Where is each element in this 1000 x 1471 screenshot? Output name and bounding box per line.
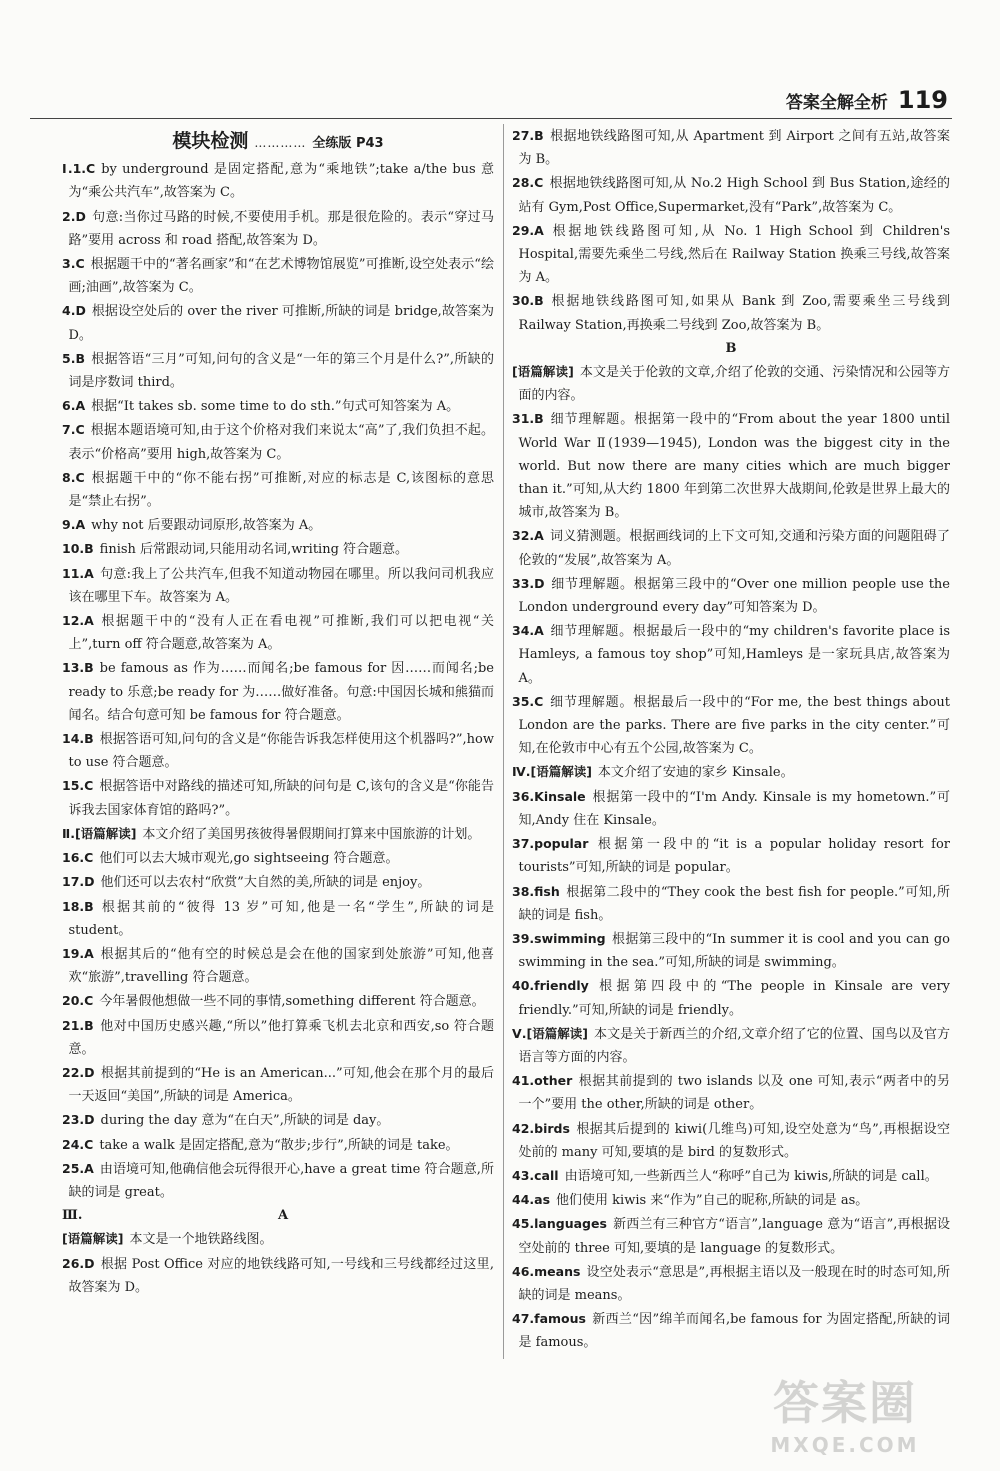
left-answer-list-tail (62, 1227, 494, 1299)
answer-label: 15.C (62, 778, 94, 794)
answer-item (62, 870, 494, 894)
answer-item (62, 252, 494, 299)
answer-text: 根据其前的“彼得 13 岁”可知,他是一名“学生”,所缺的词是 student。 (68, 899, 494, 938)
answer-label: 44.as (512, 1192, 551, 1208)
answer-text: finish 后常跟动词,只能用动名词,writing 符合题意。 (99, 542, 409, 558)
answer-item (512, 1212, 950, 1259)
answer-label: Ⅳ.[语篇解读] (512, 764, 592, 780)
answer-label: 14.B (62, 731, 94, 747)
answer-label: 29.A (512, 222, 544, 238)
header-title: 答案全解全析 (785, 93, 888, 113)
answer-label: 39.swimming (512, 930, 606, 946)
answer-item (512, 690, 950, 761)
answer-label: 26.D (62, 1255, 95, 1271)
answer-text: 根据地铁线路图可知,从 No. 1 High School 到 Children's Hospital,需要先乘坐二号线,然后在 Railway Station 换乘三号线,故答案为 A。 (518, 223, 950, 286)
answer-text: 新西兰“因”绵羊而闻名,be famous for 为固定搭配,所缺的词是 famous。 (518, 1312, 950, 1351)
page-header (786, 86, 948, 114)
answer-text: 由语境可知,一些新西兰人“称呼”自己为 kiwis,所缺的词是 call。 (564, 1168, 938, 1184)
answer-item (512, 524, 950, 571)
answer-item (62, 895, 494, 942)
answer-label: 47.famous (512, 1311, 586, 1327)
answer-text: 他们可以去大城市观光,go sightseeing 符合题意。 (99, 851, 399, 867)
answer-item (512, 1117, 950, 1164)
answer-label: [语篇解读] (62, 1231, 124, 1247)
answer-text: 根据设空处后的 over the river 可推断,所缺的词是 bridge,故答案为 D。 (68, 304, 494, 343)
answer-text: 根据题干中的“你不能右拐”可推断,对应的标志是 C,该图标的意思是“禁止右拐”。 (68, 470, 494, 510)
answer-label: Ⅴ.[语篇解读] (512, 1025, 589, 1041)
answer-item (512, 785, 950, 832)
answer-item (512, 1164, 950, 1188)
answer-text: 根据第四段中的“The people in Kinsale are very friendly.”可知,所缺的词是 friendly。 (518, 979, 950, 1018)
answer-item (62, 205, 494, 252)
answer-item (512, 360, 950, 407)
answer-text: 根据其前提到的“He is an American...”可知,他会在那个月的最后一天返回“美国”,所缺的词是 America。 (68, 1065, 494, 1105)
answer-text: 词义猜测题。根据画线词的上下文可知,交通和污染方面的问题阻碍了伦敦的“发展”,故答案为 A。 (518, 529, 950, 568)
answer-text: 设空处表示“意思是”,再根据主语以及一般现在时的时态可知,所缺的词是 means。 (518, 1264, 950, 1303)
answer-label: 22.D (62, 1064, 95, 1080)
answer-item (512, 1188, 950, 1212)
answer-label: 18.B (62, 898, 94, 914)
right-column (512, 124, 950, 1355)
answer-item (512, 974, 950, 1021)
answer-text: 根据“It takes sb. some time to do sth.”句式可知答案为 A。 (91, 399, 460, 415)
header-rule (30, 118, 952, 119)
answer-label: 41.other (512, 1073, 573, 1089)
answer-label: 20.C (62, 993, 94, 1009)
answer-item (62, 989, 494, 1013)
watermark (720, 1367, 970, 1457)
answer-text: 根据其后的“他有空的时候总是会在他的国家到处旅游”可知,他喜欢“旅游”,travelling 符合题意。 (68, 946, 494, 986)
answer-item (62, 1227, 494, 1251)
part-header (62, 1204, 494, 1227)
answer-label: 19.A (62, 945, 94, 961)
answer-text: 根据答语中对路线的描述可知,所缺的问句是 C,该句的含义是“你能告诉我去国家体育馆的路吗?”。 (68, 779, 494, 818)
answer-text: 由语境可知,他确信他会玩得很开心,have a great time 符合题意,所缺的词是 great。 (68, 1161, 494, 1200)
answer-label: 31.B (512, 411, 544, 427)
answer-label: 9.A (62, 517, 86, 533)
answer-item (62, 609, 494, 656)
answer-text: 根据地铁线路图可知,如果从 Bank 到 Zoo,需要乘坐三号线到 Railway Station,再换乘二号线到 Zoo,故答案为 B。 (518, 294, 950, 333)
answer-item (512, 927, 950, 974)
answer-text: 根据第三段中的“In summer it is cool and you can go swimming in the sea.”可知,所缺的词是 swimming。 (518, 931, 950, 971)
answer-label: 21.B (62, 1017, 94, 1033)
answer-label: 46.means (512, 1263, 581, 1279)
answer-item (512, 124, 950, 171)
answer-label: 27.B (512, 128, 544, 143)
part-roman: Ⅲ. (62, 1208, 83, 1224)
answer-item (62, 1014, 494, 1061)
answer-text: 本文是关于伦敦的文章,介绍了伦敦的交通、污染情况和公园等方面的内容。 (518, 365, 950, 404)
answer-item (512, 572, 950, 619)
answer-label: 10.B (62, 541, 94, 557)
answer-label: 17.D (62, 874, 95, 890)
answer-text: 他们还可以去农村“欣赏”大自然的美,所缺的词是 enjoy。 (100, 875, 431, 891)
answer-item (512, 1307, 950, 1354)
answer-item (62, 562, 494, 609)
answer-item (62, 157, 494, 204)
left-column (62, 124, 494, 1299)
answer-text: 根据地铁线路图可知,从 Apartment 到 Airport 之间有五站,故答案为 B。 (518, 129, 950, 168)
answer-label: 4.D (62, 303, 86, 319)
answer-item (62, 418, 494, 465)
answer-text: 根据 Post Office 对应的地铁线路可知,一号线和三号线都经过这里,故答案为 D。 (68, 1256, 494, 1295)
section-title-text: 模块检测 (172, 130, 249, 152)
right-answer-list-b (512, 360, 950, 1355)
answer-text: 句意:当你过马路的时候,不要使用手机。那是很危险的。表示“穿过马路”要用 across 和 road 搭配,故答案为 D。 (68, 209, 494, 248)
answer-label: 30.B (512, 293, 544, 309)
answer-text: 他对中国历史感兴趣,“所以”他打算乘飞机去北京和西安,so 符合题意。 (68, 1018, 494, 1057)
answer-text: 句意:我上了公共汽车,但我不知道动物园在哪里。所以我问司机我应该在哪里下车。故答案为 A。 (68, 566, 494, 605)
answer-text: 本文介绍了安迪的家乡 Kinsale。 (597, 765, 794, 781)
left-answer-list (62, 157, 494, 1204)
answer-item (62, 347, 494, 394)
page-number: 119 (897, 86, 948, 114)
answer-label: 11.A (62, 565, 94, 581)
answer-text: 细节理解题。根据第一段中的“From about the year 1800 until World War Ⅱ(1939—1945), London was the biggest city in the world. But now there are many cities which are much bigger than it.”可知,从大约 1800 年到第二次世界大战期间,伦敦是世界上最大的城市,故答案为 B。 (518, 412, 950, 521)
answer-item (62, 774, 494, 821)
answer-text: why not 后要跟动词原形,故答案为 A。 (91, 518, 322, 534)
answer-text: 细节理解题。根据最后一段中的“my children's favorite place is Hamleys, a famous toy shop”可知,Hamleys 是一家玩具店,故答案为 A。 (518, 624, 950, 686)
answer-text: 根据地铁线路图可知,从 No.2 High School 到 Bus Station,途经的站有 Gym,Post Office,Supermarket,没有“Park”,故答案为 C。 (518, 176, 950, 215)
answer-label: 2.D (62, 208, 86, 224)
answer-text: 本文是关于新西兰的介绍,文章介绍了它的位置、国鸟以及官方语言等方面的内容。 (518, 1026, 950, 1065)
answer-label: 8.C (62, 469, 85, 485)
answer-item (62, 1157, 494, 1204)
part-letter: B (725, 340, 737, 356)
answer-text: 本文介绍了美国男孩彼得暑假期间打算来中国旅游的计划。 (142, 826, 481, 842)
answer-text: 本文是一个地铁路线图。 (129, 1232, 273, 1248)
section-edition-ref: 全练版 P43 (312, 136, 384, 151)
answer-text: 根据题干中的“著名画家”和“在艺术博物馆展览”可推断,设空处表示“绘画;油画”,故答案为 C。 (68, 257, 494, 296)
answer-item (512, 760, 950, 784)
answer-text: 根据第二段中的“They cook the best fish for people.”可知,所缺的词是 fish。 (518, 884, 950, 923)
answer-item (62, 394, 494, 418)
answer-item (62, 1133, 494, 1157)
answer-item (62, 537, 494, 561)
answer-text: be famous as 作为……而闻名;be famous for 因……而闻名;be ready to 乐意;be ready for 为……做好准备。句意:中国因长城和熊猫而闻名。结合句意可知 be famous for 符合题意。 (68, 661, 494, 723)
answer-text: 根据第一段中的“it is a popular holiday resort for tourists”可知,所缺的词是 popular。 (518, 837, 950, 876)
answer-item (62, 299, 494, 346)
answer-item (62, 513, 494, 537)
answer-text: 根据第一段中的“I'm Andy. Kinsale is my hometown.”可知,Andy 住在 Kinsale。 (518, 789, 950, 828)
answer-label: 36.Kinsale (512, 788, 586, 804)
answer-text: 根据其前提到的 two islands 以及 one 可知,表示“两者中的另一个”要用 the other,所缺的词是 other。 (518, 1074, 950, 1113)
answer-label: 16.C (62, 850, 94, 866)
answer-label: 35.C (512, 693, 544, 709)
answer-text: 根据答语可知,问句的含义是“你能告诉我怎样使用这个机器吗?”,how to use 符合题意。 (68, 732, 494, 771)
answer-label: 37.popular (512, 836, 589, 852)
answer-label: 6.A (62, 398, 86, 414)
answer-label: 13.B (62, 660, 94, 676)
answer-item (62, 656, 494, 727)
answer-label: Ⅱ.[语篇解读] (62, 825, 137, 841)
answer-label: 23.D (62, 1112, 95, 1128)
answer-item (512, 880, 950, 927)
answer-label: 25.A (62, 1160, 94, 1176)
answer-label: 40.friendly (512, 978, 589, 994)
answer-text: 根据题干中的“没有人正在看电视”可推断,我们可以把电视“关上”,turn off 符合题意,故答案为 A。 (68, 614, 494, 653)
answer-item (62, 1108, 494, 1132)
answer-label: 3.C (62, 256, 85, 272)
answer-item (62, 942, 494, 989)
answer-item (512, 1022, 950, 1069)
answer-label: 32.A (512, 528, 544, 544)
answer-text: by underground 是固定搭配,意为“乘地铁”;take a/the bus 意为“乘公共汽车”,故答案为 C。 (68, 162, 494, 201)
answer-label: 7.C (62, 422, 85, 438)
right-answer-list (512, 124, 950, 337)
answer-label: 45.languages (512, 1216, 607, 1232)
answer-text: 他们使用 kiwis 来“作为”自己的昵称,所缺的词是 as。 (556, 1193, 869, 1209)
answer-text: 细节理解题。根据最后一段中的“For me, the best things about London are the parks. There are five parks in the city center.”可知,在伦敦市中心有五个公园,故答案为 C。 (518, 694, 950, 757)
answer-item (62, 846, 494, 870)
answer-item (512, 1260, 950, 1307)
answer-label: 5.B (62, 350, 85, 366)
answer-item (512, 289, 950, 336)
answer-text: 根据其后提到的 kiwi(几维鸟)可知,设空处意为“鸟”,再根据设空处前的 many 可知,要填的是 bird 的复数形式。 (518, 1121, 950, 1160)
answer-label: 33.D (512, 575, 545, 591)
answer-item (512, 1069, 950, 1116)
answer-label: 28.C (512, 175, 544, 191)
answer-item (512, 171, 950, 218)
answer-label: [语篇解读] (512, 364, 574, 380)
answer-item (512, 832, 950, 879)
answer-text: 新西兰有三种官方“语言”,language 意为“语言”,再根据设空处前的 three 可知,要填的是 language 的复数形式。 (518, 1217, 950, 1256)
answer-label: 34.A (512, 623, 544, 639)
answer-label: 24.C (62, 1136, 94, 1152)
answer-text: during the day 意为“在白天”,所缺的词是 day。 (100, 1113, 390, 1129)
answer-text: take a walk 是固定搭配,意为“散步;步行”,所缺的词是 take。 (99, 1137, 459, 1153)
answer-item (62, 727, 494, 774)
answer-label: 12.A (62, 613, 94, 629)
answer-item (512, 219, 950, 290)
answer-text: 细节理解题。根据第三段中的“Over one million people use the London underground every day”可知答案为 D。 (518, 576, 950, 616)
answer-text: 根据本题语境可知,由于这个价格对我们来说太“高”了,我们负担不起。表示“价格高”要用 high,故答案为 C。 (68, 423, 494, 462)
answer-item (62, 466, 494, 513)
answer-label: Ⅰ.1.C (62, 161, 96, 177)
answer-item (512, 619, 950, 690)
answer-item (62, 1061, 494, 1108)
watermark-logo: 答案圈 (773, 1376, 917, 1430)
answer-text: 今年暑假他想做一些不同的事情,something different 符合题意。 (99, 994, 485, 1010)
column-divider (503, 124, 504, 1359)
answer-label: 42.birds (512, 1120, 570, 1136)
section-title-dots: ………… (254, 136, 307, 150)
answer-label: 38.fish (512, 883, 560, 899)
watermark-url: MXQE.COM (770, 1433, 920, 1457)
answer-item (512, 407, 950, 524)
part-letter: A (278, 1208, 289, 1224)
section-title (62, 130, 494, 155)
answer-label: 43.call (512, 1167, 559, 1183)
answer-item (62, 822, 494, 846)
answer-item (62, 1252, 494, 1299)
answer-text: 根据答语“三月”可知,问句的含义是“一年的第三个月是什么?”,所缺的词是序数词 third。 (68, 351, 494, 391)
